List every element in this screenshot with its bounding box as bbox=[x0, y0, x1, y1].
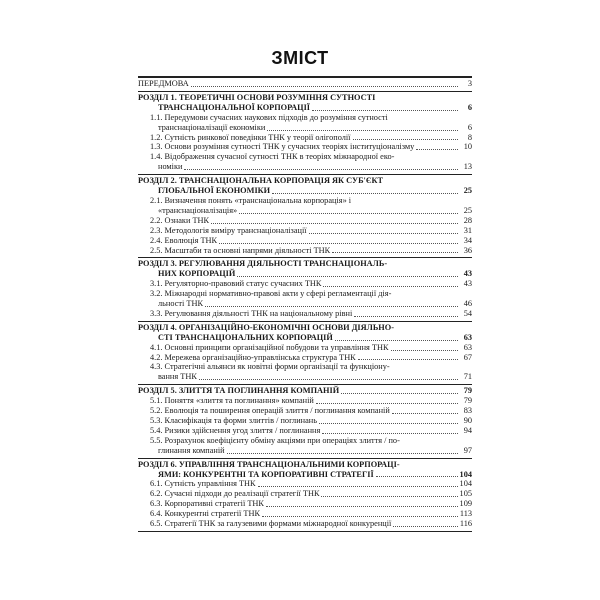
toc-entry[interactable] bbox=[138, 162, 472, 172]
toc-section-line[interactable] bbox=[138, 93, 472, 103]
dot-leader bbox=[391, 350, 458, 351]
toc-section-line[interactable] bbox=[138, 259, 472, 269]
toc-entry-text: 4.1. Основні принципи організаційної побудови та управління ТНК bbox=[150, 342, 389, 352]
toc-entry-text: транснаціоналізації економіки bbox=[158, 122, 266, 132]
toc-section-line[interactable] bbox=[138, 323, 472, 333]
toc-entry-text: НИХ КОРПОРАЦІЙ bbox=[158, 269, 236, 279]
toc-page-number: 25 bbox=[463, 205, 472, 215]
table-of-contents bbox=[138, 76, 472, 532]
toc-group bbox=[138, 459, 472, 532]
toc-entry[interactable] bbox=[138, 142, 472, 152]
toc-page-number: 46 bbox=[463, 299, 472, 309]
toc-entry-text: 5.3. Класифікація та форми злиттів / поглинань bbox=[150, 416, 317, 425]
toc-entry-text: ПЕРЕДМОВА bbox=[138, 79, 189, 88]
toc-entry[interactable] bbox=[138, 299, 472, 309]
toc-entry-text: 2.5. Масштаби та основні напрями діяльності ТНК bbox=[150, 245, 331, 255]
dot-leader bbox=[353, 139, 459, 140]
toc-group bbox=[138, 385, 472, 458]
toc-page-number: 79 bbox=[463, 396, 472, 406]
toc-entry-text: СТІ ТРАНСНАЦІОНАЛЬНИХ КОРПОРАЦІЙ bbox=[158, 332, 333, 342]
toc-group bbox=[138, 175, 472, 258]
toc-page-number: 8 bbox=[467, 132, 472, 142]
toc-entry[interactable] bbox=[138, 353, 472, 363]
toc-page-number: 6 bbox=[467, 122, 472, 132]
toc-page-number: 54 bbox=[463, 308, 472, 318]
toc-entry[interactable] bbox=[138, 79, 472, 89]
toc-entry-text: «транснаціоналізація» bbox=[158, 205, 238, 215]
toc-entry-text: РОЗДІЛ 6. УПРАВЛІННЯ ТРАНСНАЦІОНАЛЬНИМИ КОРПОРАЦІ- bbox=[138, 459, 400, 469]
toc-entry[interactable] bbox=[138, 372, 472, 382]
dot-leader bbox=[392, 413, 458, 414]
toc-page-number: 43 bbox=[463, 269, 472, 279]
toc-entry-text: 2.3. Методологія виміру транснаціоналізації bbox=[150, 225, 307, 235]
toc-entry-text: 2.2. Ознаки ТНК bbox=[150, 215, 210, 225]
toc-entry-text: РОЗДІЛ 1. ТЕОРЕТИЧНІ ОСНОВИ РОЗУМІННЯ СУТНОСТІ bbox=[138, 92, 376, 102]
dot-leader bbox=[219, 243, 458, 244]
toc-entry-text: льності ТНК bbox=[158, 299, 204, 309]
toc-entry-text: 1.2. Сутність ринкової поведінки ТНК у теорії олігополії bbox=[150, 132, 351, 142]
toc-entry[interactable] bbox=[138, 362, 472, 372]
toc-entry[interactable] bbox=[138, 406, 472, 416]
toc-entry[interactable] bbox=[138, 396, 472, 406]
toc-entry-text: 6.2. Сучасні підходи до реалізації стратегії ТНК bbox=[150, 489, 320, 499]
toc-entry[interactable] bbox=[138, 279, 472, 289]
toc-page-number: 67 bbox=[463, 352, 472, 362]
toc-entry[interactable] bbox=[138, 206, 472, 216]
dot-leader bbox=[237, 276, 458, 277]
toc-entry-text: 5.1. Поняття «злиття та поглинання» компаній bbox=[150, 396, 314, 406]
toc-entry[interactable] bbox=[138, 509, 472, 519]
toc-entry[interactable] bbox=[138, 416, 472, 426]
toc-page-number: 113 bbox=[459, 509, 472, 519]
toc-entry-text: 6.4. Конкурентні стратегії ТНК bbox=[150, 509, 261, 519]
toc-page-number: 104 bbox=[459, 479, 472, 489]
toc-section-line[interactable] bbox=[138, 460, 472, 470]
toc-entry[interactable] bbox=[138, 113, 472, 123]
toc-entry-text: 6.3. Корпоративні стратегії ТНК bbox=[150, 499, 264, 509]
toc-page-number: 105 bbox=[459, 489, 472, 499]
toc-entry-text: РОЗДІЛ 3. РЕГУЛЮВАННЯ ДІЯЛЬНОСТІ ТРАНСНАЦІОНАЛЬ- bbox=[138, 259, 388, 269]
toc-entry-text: 2.4. Еволюція ТНК bbox=[150, 235, 218, 245]
toc-entry-text: глинання компаній bbox=[158, 445, 225, 455]
toc-entry-text: 4.2. Мережева організаційно-управлінська структура ТНК bbox=[150, 352, 356, 362]
toc-page-number: 90 bbox=[463, 416, 472, 425]
toc-entry-text: 1.4. Відображення сучасної сутності ТНК в теоріях міжнародної еко- bbox=[150, 152, 395, 162]
toc-entry[interactable] bbox=[138, 426, 472, 436]
dot-leader bbox=[321, 496, 457, 497]
toc-group bbox=[138, 322, 472, 385]
dot-leader bbox=[199, 379, 458, 380]
dot-leader bbox=[335, 340, 458, 341]
toc-entry[interactable] bbox=[138, 436, 472, 446]
toc-entry[interactable] bbox=[138, 343, 472, 353]
toc-entry[interactable] bbox=[138, 489, 472, 499]
toc-section-line[interactable] bbox=[138, 470, 472, 480]
toc-page-number: 43 bbox=[463, 279, 472, 289]
toc-entry-text: 5.2. Еволюція та поширення операцій злиття / поглинання компаній bbox=[150, 406, 390, 416]
toc-entry-text: 3.2. Міжнародні нормативно-правові акти у сфері регламентації дія- bbox=[150, 289, 392, 299]
dot-leader bbox=[316, 403, 458, 404]
toc-page-number: 63 bbox=[463, 332, 472, 342]
toc-entry[interactable] bbox=[138, 519, 472, 529]
toc-entry[interactable] bbox=[138, 196, 472, 206]
dot-leader bbox=[319, 423, 458, 424]
toc-entry-text: 5.5. Розрахунок коефіцієнту обміну акціями при операціях злиття / по- bbox=[150, 435, 400, 445]
toc-page-number: 109 bbox=[459, 499, 472, 509]
toc-entry[interactable] bbox=[138, 216, 472, 226]
dot-leader bbox=[332, 252, 458, 253]
page-title: ЗМІСТ bbox=[271, 48, 329, 68]
dot-leader bbox=[323, 286, 458, 287]
toc-entry[interactable] bbox=[138, 236, 472, 246]
toc-entry-text: РОЗДІЛ 5. ЗЛИТТЯ ТА ПОГЛИНАННЯ КОМПАНІЙ bbox=[138, 386, 340, 396]
dot-leader bbox=[258, 486, 458, 487]
toc-entry-text: 3.3. Регулювання діяльності ТНК на національному рівні bbox=[150, 308, 353, 318]
dot-leader bbox=[239, 213, 458, 214]
dot-leader bbox=[376, 476, 458, 477]
toc-entry[interactable] bbox=[138, 226, 472, 236]
toc-entry-text: ГЛОБАЛЬНОЇ ЕКОНОМІКИ bbox=[158, 186, 271, 196]
toc-section-line[interactable] bbox=[138, 333, 472, 343]
toc-section-line[interactable] bbox=[138, 386, 472, 396]
dot-leader bbox=[354, 316, 458, 317]
dot-leader bbox=[341, 393, 458, 394]
dot-leader bbox=[322, 433, 458, 434]
toc-page-number: 6 bbox=[467, 102, 472, 112]
toc-entry[interactable] bbox=[138, 123, 472, 133]
dot-leader bbox=[272, 193, 458, 194]
dot-leader bbox=[393, 526, 458, 527]
dot-leader bbox=[191, 86, 458, 87]
toc-entry-text: ТРАНСНАЦІОНАЛЬНОЇ КОРПОРАЦІЇ bbox=[158, 102, 311, 112]
toc-page-number: 63 bbox=[463, 342, 472, 352]
toc-entry-text: РОЗДІЛ 4. ОРГАНІЗАЦІЙНО-ЕКОНОМІЧНІ ОСНОВИ ДІЯЛЬНО- bbox=[138, 322, 394, 332]
dot-leader bbox=[205, 306, 458, 307]
toc-entry-text: 2.1. Визначення понять «транснаціональна корпорація» і bbox=[150, 195, 352, 205]
toc-entry-text: РОЗДІЛ 2. ТРАНСНАЦІОНАЛЬНА КОРПОРАЦІЯ ЯК СУБ'ЄКТ bbox=[138, 176, 384, 186]
toc-group bbox=[138, 78, 472, 92]
toc-page-number: 34 bbox=[463, 235, 472, 245]
toc-page-number: 116 bbox=[459, 519, 472, 529]
toc-entry-text: 6.1. Сутність управління ТНК bbox=[150, 479, 256, 489]
toc-entry-text: вання ТНК bbox=[158, 372, 197, 382]
toc-entry-text: ЯМИ: КОНКУРЕНТНІ ТА КОРПОРАТИВНІ СТРАТЕГІЇ bbox=[158, 469, 374, 479]
toc-entry[interactable] bbox=[138, 309, 472, 319]
toc-page-number: 79 bbox=[463, 386, 472, 396]
toc-entry-text: 3.1. Регуляторно-правовий статус сучасних ТНК bbox=[150, 279, 322, 289]
toc-group bbox=[138, 92, 472, 175]
toc-entry[interactable] bbox=[138, 246, 472, 256]
toc-entry[interactable] bbox=[138, 499, 472, 509]
toc-entry-text: 6.5. Стратегії ТНК за галузевими формами міжнародної конкуренції bbox=[150, 519, 392, 529]
dot-leader bbox=[227, 453, 458, 454]
dot-leader bbox=[262, 516, 458, 517]
toc-section-line[interactable] bbox=[138, 269, 472, 279]
dot-leader bbox=[211, 223, 458, 224]
toc-section-line[interactable] bbox=[138, 186, 472, 196]
toc-page-number: 94 bbox=[463, 425, 472, 435]
toc-page-number: 36 bbox=[463, 245, 472, 255]
toc-page-number: 10 bbox=[463, 142, 472, 152]
toc-page-number: 83 bbox=[463, 406, 472, 416]
toc-page-number: 104 bbox=[459, 469, 472, 479]
toc-entry[interactable] bbox=[138, 152, 472, 162]
toc-page-number: 25 bbox=[463, 186, 472, 196]
dot-leader bbox=[309, 233, 458, 234]
toc-entry-text: 5.4. Ризики здійснення угод злиття / поглинання bbox=[150, 425, 321, 435]
toc-body bbox=[138, 78, 472, 532]
toc-entry-text: 4.3. Стратегічні альянси як новітні форми організації та функціону- bbox=[150, 362, 390, 372]
toc-page-number: 13 bbox=[463, 162, 472, 172]
toc-entry-text: номіки bbox=[158, 162, 183, 172]
toc-entry[interactable] bbox=[138, 133, 472, 143]
dot-leader bbox=[266, 506, 458, 507]
dot-leader bbox=[312, 110, 458, 111]
toc-entry[interactable] bbox=[138, 289, 472, 299]
toc-entry[interactable] bbox=[138, 446, 472, 456]
toc-entry-text: 1.1. Передумови сучасних наукових підходів до розуміння сутності bbox=[150, 112, 388, 122]
toc-section-line[interactable] bbox=[138, 176, 472, 186]
toc-page-number: 3 bbox=[467, 79, 472, 88]
dot-leader bbox=[416, 149, 458, 150]
toc-page-number: 97 bbox=[463, 445, 472, 455]
toc-entry-text: 1.3. Основи розуміння сутності ТНК у сучасних теоріях інституціоналізму bbox=[150, 142, 415, 152]
dot-leader bbox=[358, 359, 458, 360]
toc-section-line[interactable] bbox=[138, 103, 472, 113]
toc-group bbox=[138, 258, 472, 321]
toc-page-number: 28 bbox=[463, 215, 472, 225]
dot-leader bbox=[267, 130, 458, 131]
toc-page-number: 71 bbox=[463, 372, 472, 382]
dot-leader bbox=[184, 169, 458, 170]
toc-page-number: 31 bbox=[463, 225, 472, 235]
toc-entry[interactable] bbox=[138, 479, 472, 489]
